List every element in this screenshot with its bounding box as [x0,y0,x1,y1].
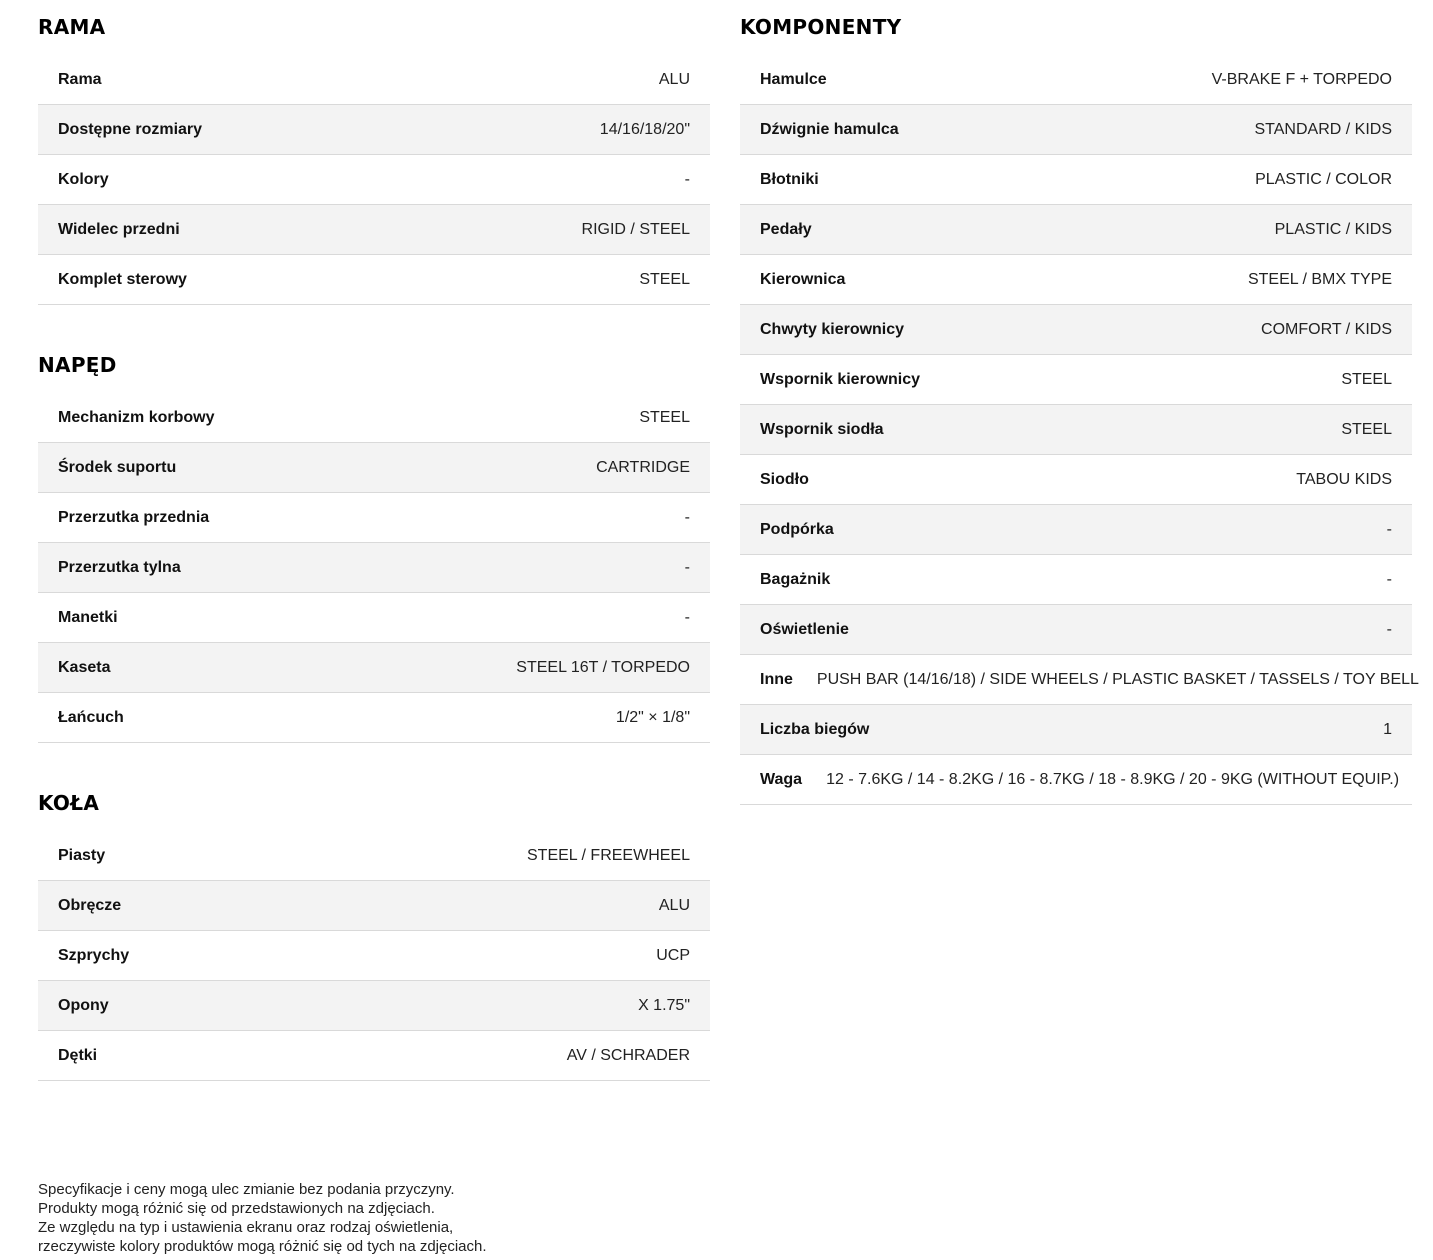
spec-label: Dostępne rozmiary [58,120,203,138]
spec-row [38,543,710,593]
spec-row [38,205,710,255]
section-title-rama: RAMA [38,15,106,39]
spec-label: Manetki [58,608,118,626]
spec-value: ALU [658,896,690,914]
spec-value: X 1.75" [638,996,690,1014]
spec-row [740,155,1412,205]
disclaimer-line: rzeczywiste kolory produktów mogą różnić się od tych na zdjęciach. [38,1238,487,1255]
spec-row [38,881,710,931]
section-kola [38,776,710,1081]
spec-value: 12 - 7.6KG / 14 - 8.2KG / 16 - 8.7KG / 18 - 8.9KG / 20 - 9KG (WITHOUT EQUIP.) [826,770,1400,788]
section-komponenty [740,0,1419,805]
spec-label: Inne [760,670,793,688]
spec-label: Siodło [760,470,809,488]
spec-label: Środek suportu [58,458,177,476]
spec-table-rama [38,55,710,305]
spec-label: Łańcuch [58,708,124,726]
spec-row [38,155,710,205]
section-title-komponenty: KOMPONENTY [740,15,902,39]
spec-row [38,981,710,1031]
spec-value: STEEL / FREEWHEEL [527,846,690,864]
disclaimer-line: Ze względu na typ i ustawienia ekranu oraz rodzaj oświetlenia, [38,1219,454,1236]
spec-label: Oświetlenie [760,620,849,638]
spec-label: Widelec przedni [58,220,180,238]
spec-row [38,693,710,743]
spec-label: Dźwignie hamulca [760,120,899,138]
spec-row [740,55,1412,105]
spec-label: Kaseta [58,658,111,676]
spec-row [740,105,1412,155]
spec-label: Szprychy [58,946,130,964]
spec-label: Chwyty kierownicy [760,320,905,338]
spec-value: CARTRIDGE [596,458,690,476]
spec-label: Komplet sterowy [58,270,187,288]
spec-row [740,555,1412,605]
section-title-kola: KOŁA [38,791,100,815]
spec-value: AV / SCHRADER [566,1046,690,1064]
spec-value: V-BRAKE F + TORPEDO [1211,70,1392,88]
spec-value: STANDARD / KIDS [1254,120,1392,138]
spec-label: Rama [58,70,102,88]
spec-value: - [684,608,690,626]
spec-value: - [684,508,690,526]
spec-label: Wspornik kierownicy [760,370,921,388]
spec-value: - [684,558,690,576]
spec-value: 14/16/18/20" [599,120,690,138]
spec-label: Błotniki [760,170,819,188]
spec-table-komponenty [740,55,1419,805]
section-naped [38,338,710,743]
spec-label: Przerzutka tylna [58,558,181,576]
spec-label: Przerzutka przednia [58,508,210,526]
spec-label: Kolory [58,170,109,188]
spec-label: Waga [760,770,803,788]
spec-row [38,593,710,643]
spec-value: - [684,170,690,188]
spec-row [740,355,1412,405]
disclaimer-line: Specyfikacje i ceny mogą ulec zmianie bez podania przyczyny. [38,1181,455,1198]
spec-label: Wspornik siodła [760,420,884,438]
spec-value: STEEL [1341,370,1392,388]
spec-row [38,1031,710,1081]
disclaimer [38,1180,738,1256]
spec-label: Bagażnik [760,570,831,588]
spec-value: PLASTIC / KIDS [1274,220,1392,238]
spec-table-naped [38,393,710,743]
spec-value: STEEL [639,270,690,288]
section-rama [38,0,710,305]
disclaimer-line: Produkty mogą różnić się od przedstawionych na zdjęciach. [38,1200,435,1217]
spec-label: Obręcze [58,896,122,914]
spec-row [740,455,1412,505]
spec-value: STEEL 16T / TORPEDO [516,658,690,676]
spec-row [740,305,1412,355]
spec-value: TABOU KIDS [1296,470,1392,488]
spec-row [38,643,710,693]
spec-value: STEEL [639,408,690,426]
spec-row [740,405,1412,455]
spec-value: STEEL / BMX TYPE [1247,270,1392,288]
spec-row [740,655,1419,705]
spec-table-kola [38,831,710,1081]
spec-value: 1/2" × 1/8" [615,708,690,726]
spec-value: PUSH BAR (14/16/18) / SIDE WHEELS / PLASTIC BASKET / TASSELS / TOY BELL [816,670,1419,688]
spec-label: Opony [58,996,109,1014]
spec-row [740,755,1412,805]
spec-label: Liczba biegów [760,720,870,738]
section-title-naped: NAPĘD [38,353,117,377]
spec-value: - [1386,570,1392,588]
spec-row [38,831,710,881]
spec-row [38,931,710,981]
spec-row [740,205,1412,255]
spec-label: Podpórka [760,520,834,538]
left-column [38,0,710,1081]
spec-row [38,493,710,543]
spec-row [38,255,710,305]
spec-row [38,55,710,105]
spec-value: ALU [658,70,690,88]
spec-value: - [1386,520,1392,538]
spec-value: UCP [656,946,690,964]
spec-row [38,443,710,493]
spec-value: - [1386,620,1392,638]
spec-label: Hamulce [760,70,827,88]
spec-row [740,255,1412,305]
spec-label: Mechanizm korbowy [58,408,215,426]
spec-row [740,505,1412,555]
spec-row [38,105,710,155]
spec-row [740,705,1412,755]
spec-row [740,605,1412,655]
right-column [740,0,1419,805]
spec-value: COMFORT / KIDS [1261,320,1392,338]
spec-label: Pedały [760,220,812,238]
spec-row [38,393,710,443]
spec-value: 1 [1383,720,1392,738]
spec-value: RIGID / STEEL [581,220,690,238]
spec-value: STEEL [1341,420,1392,438]
spec-value: PLASTIC / COLOR [1255,170,1392,188]
spec-label: Dętki [58,1046,98,1064]
spec-label: Kierownica [760,270,846,288]
spec-label: Piasty [58,846,106,864]
